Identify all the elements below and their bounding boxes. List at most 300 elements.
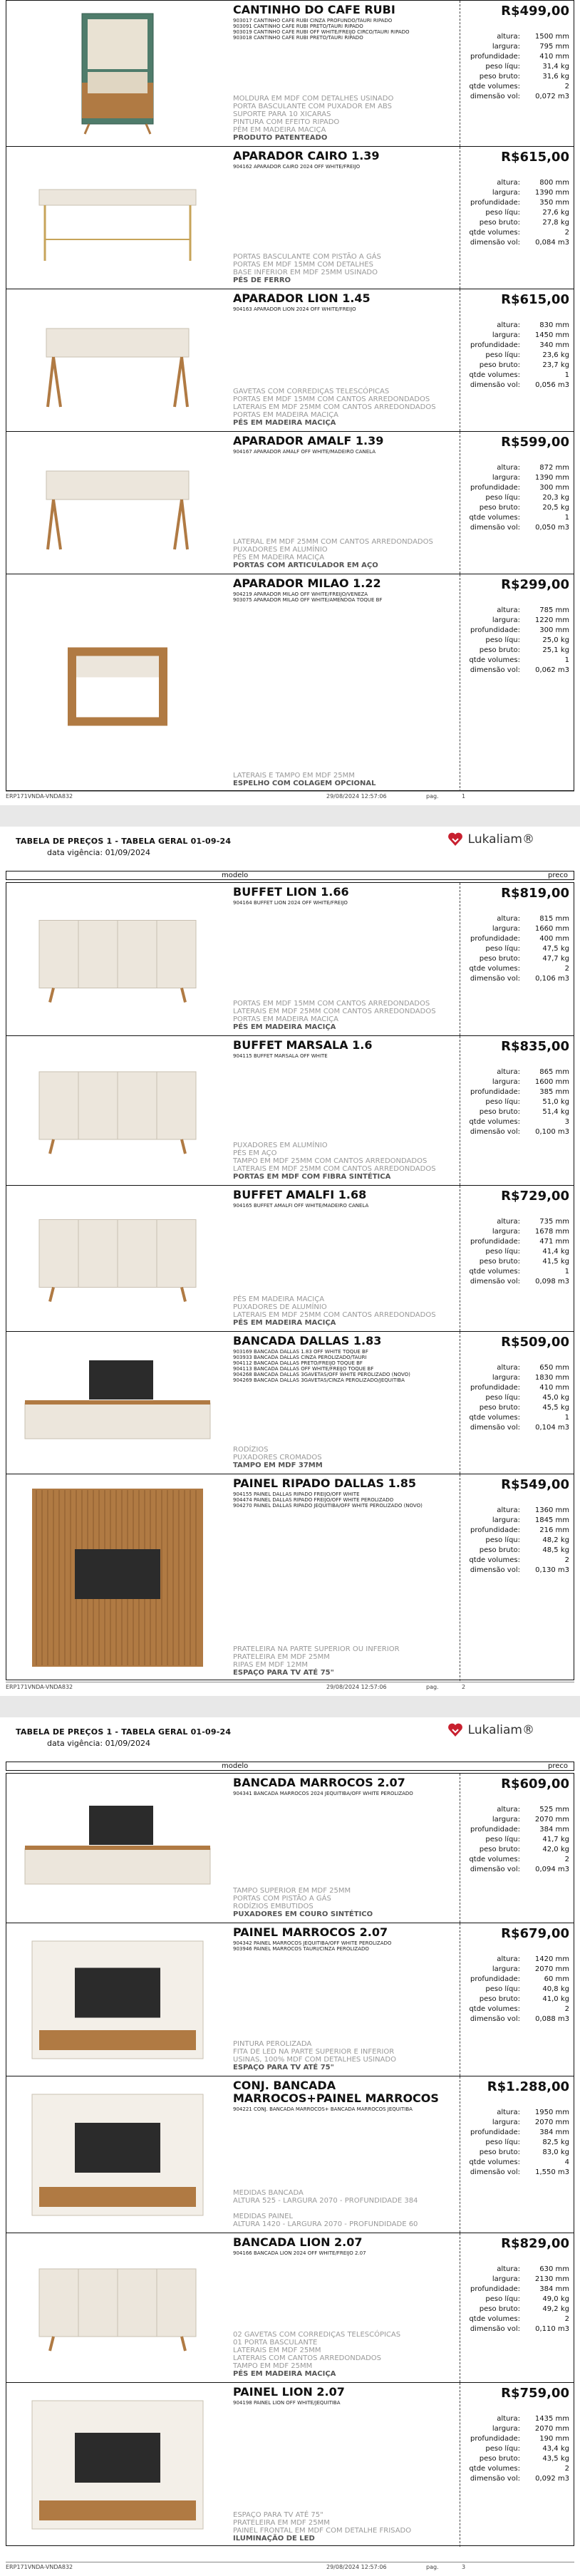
product-name: PAINEL RIPADO DALLAS 1.85 bbox=[233, 1476, 417, 1490]
product-image bbox=[11, 439, 224, 567]
spec-value: 735 mm bbox=[539, 1218, 569, 1226]
spec-value: 47,5 kg bbox=[542, 945, 569, 953]
spec-value: 2130 mm bbox=[534, 2275, 569, 2283]
product-info bbox=[233, 1776, 461, 1920]
product-info bbox=[233, 1926, 461, 2073]
spec-label: qtde volumes: bbox=[469, 2158, 520, 2166]
product-description bbox=[233, 1446, 323, 1469]
product-code: 904166 BANCADA LION 2024 OFF WHITE/FREIJO 2.07 bbox=[233, 2250, 366, 2256]
spec-value: 0,050 m3 bbox=[535, 524, 569, 532]
validity-date: data vigência: 01/09/2024 bbox=[47, 1739, 151, 1748]
description-line: USINAS, 100% MDF COM DETALHES USINADO bbox=[233, 2056, 396, 2064]
spec-net_weight bbox=[466, 2138, 569, 2148]
spec-value: 1 bbox=[564, 1268, 569, 1276]
description-line: PÉS EM MADEIRA MACIÇA bbox=[233, 1295, 325, 1303]
price-column bbox=[460, 1332, 574, 1474]
spec-label: profundidade: bbox=[470, 2285, 520, 2293]
product-info bbox=[233, 886, 461, 1033]
spec-net_weight bbox=[466, 1393, 569, 1403]
product-codes bbox=[233, 449, 461, 455]
spec-volumes bbox=[466, 228, 569, 238]
footer-page-number: 1 bbox=[462, 793, 466, 800]
spec-value: 1,550 m3 bbox=[535, 2168, 569, 2176]
description-highlight: ESPELHO COM COLAGEM OPCIONAL bbox=[233, 780, 376, 787]
spec-value: 1830 mm bbox=[534, 1374, 569, 1382]
spec-value: 525 mm bbox=[539, 1806, 569, 1814]
spec-label: altura: bbox=[497, 179, 520, 187]
page-separator bbox=[0, 1696, 580, 1717]
price-column bbox=[460, 1474, 574, 1681]
page bbox=[0, 1717, 580, 2576]
description-line: PRATELEIRA NA PARTE SUPERIOR OU INFERIOR bbox=[233, 1645, 400, 1653]
spec-value: 0,092 m3 bbox=[535, 2475, 569, 2483]
spec-value: 0,094 m3 bbox=[535, 1866, 569, 1873]
spec-label: largura: bbox=[492, 1816, 520, 1824]
brand-heart-icon bbox=[447, 831, 464, 848]
spec-value: 1435 mm bbox=[534, 2415, 569, 2423]
spec-value: 0,062 m3 bbox=[535, 666, 569, 674]
spec-depth bbox=[466, 1383, 569, 1393]
spec-volume_dim bbox=[466, 1566, 569, 1576]
product-photo bbox=[11, 890, 224, 1029]
description-line: LATERAIS EM MDF 25MM COM CANTOS ARREDONDADOS bbox=[233, 1165, 436, 1173]
product-code: 904162 APARADOR CAIRO 2024 OFF WHITE/FREIJO bbox=[233, 164, 361, 170]
product-code: 904115 BUFFET MARSALA OFF WHITE bbox=[233, 1053, 328, 1059]
spec-label: profundidade: bbox=[470, 626, 520, 634]
spec-list bbox=[466, 1955, 569, 2024]
spec-volume_dim bbox=[466, 2474, 569, 2484]
product-name: APARADOR AMALF 1.39 bbox=[233, 434, 384, 448]
spec-label: qtde volumes: bbox=[469, 2315, 520, 2323]
spec-label: peso bruto: bbox=[479, 504, 520, 512]
spec-label: profundidade: bbox=[470, 1088, 520, 1096]
spec-value: 384 mm bbox=[539, 1826, 569, 1833]
product-codes bbox=[233, 2400, 461, 2406]
spec-list bbox=[466, 2265, 569, 2334]
spec-net_weight bbox=[466, 944, 569, 954]
product-name: CONJ. BANCADA MARROCOS+PAINEL MARROCOS bbox=[233, 2079, 439, 2105]
spec-net_weight bbox=[466, 208, 569, 218]
spec-label: peso líqu: bbox=[485, 1836, 520, 1843]
spec-width bbox=[466, 616, 569, 626]
spec-net_weight bbox=[466, 2444, 569, 2454]
spec-value: 2 bbox=[564, 2005, 569, 2013]
product-code: 904163 APARADOR LION 2024 OFF WHITE/FREIJO bbox=[233, 306, 356, 312]
spec-list bbox=[466, 178, 569, 248]
spec-value: 0,056 m3 bbox=[535, 381, 569, 389]
spec-gross_weight bbox=[466, 503, 569, 513]
spec-value: 43,4 kg bbox=[542, 2445, 569, 2453]
spec-volume_dim bbox=[466, 1423, 569, 1433]
spec-label: largura: bbox=[492, 2275, 520, 2283]
spec-gross_weight bbox=[466, 1995, 569, 2005]
spec-value: 800 mm bbox=[539, 179, 569, 187]
product-codes bbox=[233, 306, 461, 312]
product-code: 903933 BANCADA DALLAS CINZA PEROLIZADO/TAURI bbox=[233, 1355, 367, 1360]
product-codes bbox=[233, 1791, 461, 1796]
spec-label: altura: bbox=[497, 2265, 520, 2273]
product-description bbox=[233, 1000, 436, 1031]
spec-label: largura: bbox=[492, 2425, 520, 2433]
spec-value: 300 mm bbox=[539, 484, 569, 492]
description-line: PORTAS EM MDF 15MM COM CANTOS ARREDONDADOS bbox=[233, 395, 430, 403]
spec-value: 1420 mm bbox=[534, 1955, 569, 1963]
spec-gross_weight bbox=[466, 1257, 569, 1267]
footer-datetime: 29/08/2024 12:57:06 bbox=[326, 1684, 387, 1690]
spec-label: profundidade: bbox=[470, 1975, 520, 1983]
spec-value: 1 bbox=[564, 656, 569, 664]
spec-label: peso bruto: bbox=[479, 1108, 520, 1116]
product-code: 904269 BANCADA DALLAS 3GAVETAS/CINZA PEROLIZADO/JEQUITIBA bbox=[233, 1377, 405, 1383]
spec-height bbox=[466, 1506, 569, 1516]
spec-gross_weight bbox=[466, 1546, 569, 1556]
product-info bbox=[233, 2236, 461, 2379]
product-code: 903017 CANTINHO CAFE RUBI CINZA PROFUNDO/TAURI RIPADO bbox=[233, 18, 393, 24]
description-line: RODÍZIOS bbox=[233, 1446, 269, 1454]
spec-value: 1500 mm bbox=[534, 33, 569, 41]
description-line: 01 PORTA BASCULANTE bbox=[233, 2339, 318, 2347]
spec-volumes bbox=[466, 82, 569, 92]
description-line: PINTURA COM EFEITO RIPADO bbox=[233, 118, 340, 126]
spec-label: peso líqu: bbox=[485, 1248, 520, 1256]
product-codes bbox=[233, 1940, 461, 1952]
product-name: PAINEL LION 2.07 bbox=[233, 2385, 345, 2399]
product-codes bbox=[233, 591, 461, 603]
description-line: LATERAL EM MDF 25MM COM CANTOS ARREDONDADOS bbox=[233, 538, 433, 546]
spec-volumes bbox=[466, 1267, 569, 1277]
column-model: modelo bbox=[222, 871, 249, 879]
spec-volumes bbox=[466, 1556, 569, 1566]
spec-value: 190 mm bbox=[539, 2435, 569, 2443]
price-column bbox=[460, 2383, 574, 2547]
spec-value: 31,4 kg bbox=[542, 63, 569, 71]
product-info bbox=[233, 4, 461, 143]
spec-label: qtde volumes: bbox=[469, 371, 520, 379]
spec-label: peso líqu: bbox=[485, 2445, 520, 2453]
brand-heart-icon bbox=[447, 1722, 464, 1739]
spec-label: dimensão vol: bbox=[470, 1866, 520, 1873]
spec-list bbox=[466, 606, 569, 676]
spec-label: altura: bbox=[497, 2415, 520, 2423]
product-photo bbox=[11, 1193, 224, 1325]
spec-width bbox=[466, 2424, 569, 2434]
spec-volumes bbox=[466, 1413, 569, 1423]
page-separator bbox=[0, 805, 580, 827]
spec-value: 41,5 kg bbox=[542, 1258, 569, 1266]
spec-depth bbox=[466, 341, 569, 351]
description-line: LATERAIS COM CANTOS ARREDONDADOS bbox=[233, 2354, 382, 2362]
product-info bbox=[233, 435, 461, 571]
description-line: PÉM EM MADEIRA MACIÇA bbox=[233, 126, 326, 134]
product-row bbox=[6, 1, 574, 147]
product-code: 903091 CANTINHO CAFE RUBI PRETO/TAURI RIPADO bbox=[233, 24, 363, 29]
spec-width bbox=[466, 188, 569, 198]
spec-value: 1660 mm bbox=[534, 925, 569, 933]
spec-value: 1390 mm bbox=[534, 474, 569, 482]
spec-label: largura: bbox=[492, 1374, 520, 1382]
spec-label: dimensão vol: bbox=[470, 1566, 520, 1574]
spec-net_weight bbox=[466, 1247, 569, 1257]
spec-value: 795 mm bbox=[539, 43, 569, 51]
product-code: 903169 BANCADA DALLAS 1.83 OFF WHITE TOQUE BF bbox=[233, 1349, 368, 1355]
spec-value: 41,7 kg bbox=[542, 1836, 569, 1843]
product-row bbox=[6, 1186, 574, 1332]
spec-value: 2070 mm bbox=[534, 1965, 569, 1973]
spec-list bbox=[466, 2108, 569, 2178]
spec-value: 785 mm bbox=[539, 606, 569, 614]
product-row bbox=[6, 1474, 574, 1681]
spec-depth bbox=[466, 1825, 569, 1835]
spec-height bbox=[466, 1067, 569, 1077]
spec-value: 20,3 kg bbox=[542, 494, 569, 502]
spec-gross_weight bbox=[466, 954, 569, 964]
spec-label: dimensão vol: bbox=[470, 2168, 520, 2176]
spec-value: 83,0 kg bbox=[542, 2148, 569, 2156]
spec-value: 1390 mm bbox=[534, 189, 569, 197]
description-highlight: PÉS EM MADEIRA MACIÇA bbox=[233, 2370, 336, 2378]
product-info bbox=[233, 1477, 461, 1678]
product-code: 904219 APARADOR MILAO OFF WHITE/FREIJO/VENEZA bbox=[233, 591, 368, 597]
spec-gross_weight bbox=[466, 2305, 569, 2314]
spec-value: 0,100 m3 bbox=[535, 1128, 569, 1136]
description-line: GAVETAS COM CORREDIÇAS TELESCÓPICAS bbox=[233, 388, 390, 395]
spec-depth bbox=[466, 483, 569, 493]
spec-value: 340 mm bbox=[539, 341, 569, 349]
spec-label: largura: bbox=[492, 1965, 520, 1973]
spec-value: 1678 mm bbox=[534, 1228, 569, 1236]
spec-gross_weight bbox=[466, 1107, 569, 1117]
footer-page-number: 2 bbox=[462, 1684, 466, 1690]
spec-net_weight bbox=[466, 493, 569, 503]
spec-net_weight bbox=[466, 1536, 569, 1546]
product-price: R$299,00 bbox=[501, 577, 569, 592]
product-list bbox=[6, 1773, 574, 2546]
product-row bbox=[6, 1332, 574, 1474]
description-line: ESPAÇO PARA TV ATÉ 75" bbox=[233, 2511, 323, 2519]
spec-list bbox=[466, 1506, 569, 1576]
spec-label: peso bruto: bbox=[479, 1546, 520, 1554]
product-image bbox=[11, 1781, 224, 1915]
spec-label: altura: bbox=[497, 1364, 520, 1372]
description-line: PUXADORES EM ALUMÍNIO bbox=[233, 1142, 328, 1149]
table-id: 1 - TABELA GERAL 01-09-24 bbox=[103, 837, 232, 846]
spec-gross_weight bbox=[466, 2148, 569, 2158]
spec-width bbox=[466, 1227, 569, 1237]
product-name: APARADOR CAIRO 1.39 bbox=[233, 149, 380, 162]
product-price: R$615,00 bbox=[501, 150, 569, 165]
spec-volumes bbox=[466, 2005, 569, 2014]
spec-label: peso líqu: bbox=[485, 2138, 520, 2146]
product-image bbox=[11, 2390, 224, 2540]
spec-depth bbox=[466, 2128, 569, 2138]
price-column bbox=[460, 1774, 574, 1923]
product-code: 904164 BUFFET LION 2024 OFF WHITE/FREIJO bbox=[233, 900, 348, 906]
description-highlight: ESPAÇO PARA TV ATÉ 75" bbox=[233, 2064, 334, 2071]
product-code: 904167 APARADOR AMALF OFF WHITE/MADEIRO CANELA bbox=[233, 449, 376, 455]
spec-net_weight bbox=[466, 1097, 569, 1107]
spec-value: 2 bbox=[564, 1556, 569, 1564]
spec-label: profundidade: bbox=[470, 2128, 520, 2136]
description-line: PRATELEIRA EM MDF 25MM bbox=[233, 2519, 330, 2527]
spec-value: 41,0 kg bbox=[542, 1995, 569, 2003]
spec-label: profundidade: bbox=[470, 199, 520, 207]
spec-label: altura: bbox=[497, 1068, 520, 1076]
description-line: PAINEL FRONTAL EM MDF COM DETALHE FRISADO bbox=[233, 2527, 412, 2535]
price-column bbox=[460, 883, 574, 1035]
product-description bbox=[233, 388, 436, 427]
spec-volume_dim bbox=[466, 974, 569, 984]
product-image bbox=[11, 154, 224, 281]
spec-value: 0,104 m3 bbox=[535, 1424, 569, 1432]
spec-label: peso líqu: bbox=[485, 2295, 520, 2303]
product-image bbox=[11, 890, 224, 1028]
spec-label: altura: bbox=[497, 915, 520, 923]
description-line bbox=[233, 2205, 418, 2213]
product-image bbox=[11, 1339, 224, 1467]
spec-label: peso líqu: bbox=[485, 1098, 520, 1106]
column-header bbox=[6, 1762, 574, 1771]
description-line: 02 GAVETAS COM CORREDIÇAS TELESCÓPICAS bbox=[233, 2331, 401, 2339]
product-price: R$499,00 bbox=[501, 4, 569, 19]
spec-list bbox=[466, 32, 569, 102]
product-info bbox=[233, 2079, 461, 2230]
spec-label: altura: bbox=[497, 1218, 520, 1226]
spec-label: dimensão vol: bbox=[470, 524, 520, 532]
description-line: PORTA BASCULANTE COM PUXADOR EM ABS bbox=[233, 103, 392, 110]
product-photo bbox=[11, 439, 224, 567]
spec-list bbox=[466, 2414, 569, 2484]
description-line: PORTAS COM PISTÃO A GÁS bbox=[233, 1895, 331, 1903]
spec-width bbox=[466, 331, 569, 341]
product-row bbox=[6, 574, 574, 792]
spec-net_weight bbox=[466, 1985, 569, 1995]
product-list bbox=[6, 882, 574, 1680]
spec-net_weight bbox=[466, 1835, 569, 1845]
product-photo bbox=[11, 296, 224, 425]
product-price: R$819,00 bbox=[501, 886, 569, 901]
product-code: 904155 PAINEL DALLAS RIPADO FREIJO/OFF WHITE bbox=[233, 1491, 360, 1497]
spec-label: profundidade: bbox=[470, 1384, 520, 1392]
spec-label: altura: bbox=[497, 1955, 520, 1963]
product-price: R$509,00 bbox=[501, 1335, 569, 1350]
spec-value: 31,6 kg bbox=[542, 73, 569, 81]
spec-value: 1 bbox=[564, 514, 569, 522]
spec-gross_weight bbox=[466, 1403, 569, 1413]
spec-list bbox=[466, 914, 569, 984]
product-row bbox=[6, 289, 574, 432]
description-line: FITA DE LED NA PARTE SUPERIOR E INFERIOR bbox=[233, 2048, 395, 2056]
spec-list bbox=[466, 1805, 569, 1875]
spec-label: qtde volumes: bbox=[469, 1856, 520, 1863]
spec-volumes bbox=[466, 656, 569, 666]
product-photo bbox=[11, 2084, 224, 2226]
spec-width bbox=[466, 2118, 569, 2128]
spec-label: qtde volumes: bbox=[469, 1556, 520, 1564]
product-image bbox=[11, 1193, 224, 1324]
spec-label: profundidade: bbox=[470, 935, 520, 943]
product-codes bbox=[233, 2106, 461, 2112]
spec-value: 45,0 kg bbox=[542, 1394, 569, 1402]
spec-label: peso líqu: bbox=[485, 1394, 520, 1402]
product-photo bbox=[11, 2390, 224, 2540]
product-photo bbox=[11, 1043, 224, 1179]
description-line: PRATELEIRA EM MDF 25MM bbox=[233, 1653, 330, 1661]
spec-height bbox=[466, 2108, 569, 2118]
description-line: TAMPO EM MDF 25MM COM CANTOS ARREDONDADOS bbox=[233, 1157, 428, 1165]
product-code: 904341 BANCADA MARROCOS 2024 JEQUITIBA/OFF WHITE PEROLIZADO bbox=[233, 1791, 413, 1796]
spec-label: largura: bbox=[492, 331, 520, 339]
spec-label: peso bruto: bbox=[479, 219, 520, 227]
spec-value: 51,0 kg bbox=[542, 1098, 569, 1106]
spec-value: 2070 mm bbox=[534, 2119, 569, 2126]
spec-label: qtde volumes: bbox=[469, 1118, 520, 1126]
spec-volumes bbox=[466, 964, 569, 974]
footer-datetime: 29/08/2024 12:57:06 bbox=[326, 2564, 387, 2570]
validity-date: data vigência: 01/09/2024 bbox=[47, 848, 151, 857]
spec-value: 2070 mm bbox=[534, 1816, 569, 1824]
price-column bbox=[460, 2076, 574, 2233]
spec-value: 1360 mm bbox=[534, 1506, 569, 1514]
spec-label: largura: bbox=[492, 474, 520, 482]
product-info bbox=[233, 577, 461, 789]
spec-value: 2 bbox=[564, 2315, 569, 2323]
spec-value: 27,6 kg bbox=[542, 209, 569, 217]
page bbox=[0, 827, 580, 1696]
title-label: TABELA DE PREÇOS bbox=[16, 1727, 104, 1737]
description-line: PUXADORES CROMADOS bbox=[233, 1454, 322, 1462]
spec-volume_dim bbox=[466, 2168, 569, 2178]
spec-volume_dim bbox=[466, 238, 569, 248]
spec-width bbox=[466, 1516, 569, 1526]
spec-height bbox=[466, 1217, 569, 1227]
product-name: BANCADA LION 2.07 bbox=[233, 2235, 363, 2249]
product-codes bbox=[233, 1053, 461, 1059]
product-image bbox=[11, 2240, 224, 2375]
spec-volume_dim bbox=[466, 666, 569, 676]
spec-list bbox=[466, 1363, 569, 1433]
spec-label: profundidade: bbox=[470, 1826, 520, 1833]
spec-value: 0,110 m3 bbox=[535, 2325, 569, 2333]
product-list bbox=[6, 0, 574, 791]
spec-label: profundidade: bbox=[470, 341, 520, 349]
spec-value: 23,6 kg bbox=[542, 351, 569, 359]
page-footer bbox=[6, 791, 574, 800]
footer-page-number: 3 bbox=[462, 2564, 466, 2570]
spec-label: largura: bbox=[492, 2119, 520, 2126]
spec-value: 1845 mm bbox=[534, 1516, 569, 1524]
description-line: PORTAS EM MDF 15MM COM DETALHES bbox=[233, 261, 373, 269]
spec-depth bbox=[466, 52, 569, 62]
product-name: BANCADA MARROCOS 2.07 bbox=[233, 1776, 405, 1789]
spec-label: dimensão vol: bbox=[470, 1128, 520, 1136]
description-highlight: PÉS EM MADEIRA MACIÇA bbox=[233, 419, 336, 427]
product-row bbox=[6, 883, 574, 1036]
spec-label: peso líqu: bbox=[485, 636, 520, 644]
footer-code: ERP171VNDA-VNDA832 bbox=[6, 793, 73, 800]
spec-value: 400 mm bbox=[539, 935, 569, 943]
product-codes bbox=[233, 18, 461, 41]
spec-value: 0,088 m3 bbox=[535, 2015, 569, 2023]
product-photo bbox=[11, 1930, 224, 2069]
product-code: 904270 PAINEL DALLAS RIPADO JEQUITIBA/OFF WHITE PEROLIZADO (NOVO) bbox=[233, 1503, 423, 1509]
spec-value: 650 mm bbox=[539, 1364, 569, 1372]
spec-label: peso bruto: bbox=[479, 2455, 520, 2463]
spec-value: 4 bbox=[564, 2158, 569, 2166]
spec-gross_weight bbox=[466, 72, 569, 82]
product-price: R$609,00 bbox=[501, 1776, 569, 1791]
spec-gross_weight bbox=[466, 646, 569, 656]
spec-value: 1 bbox=[564, 1414, 569, 1422]
